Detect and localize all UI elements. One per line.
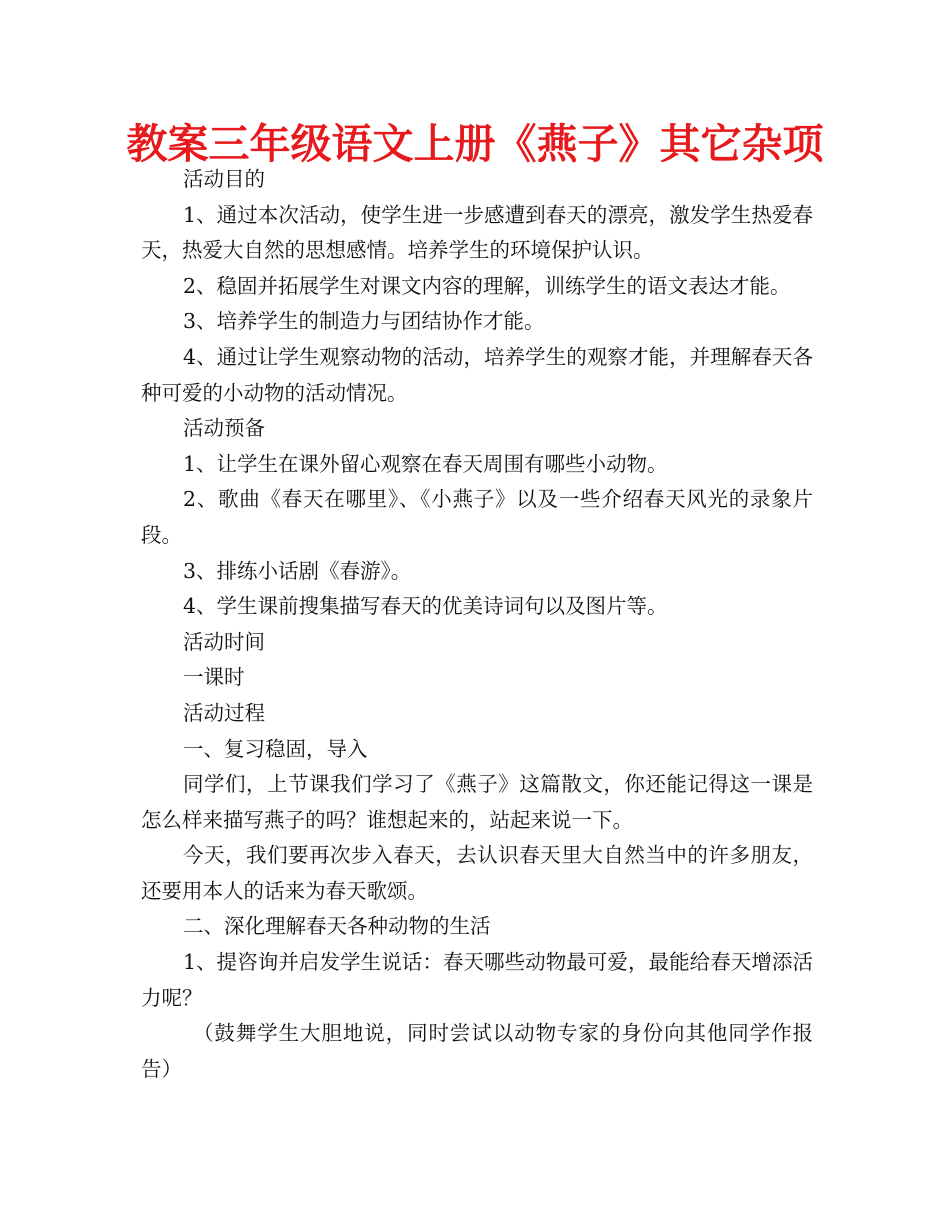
paragraph: 3、培养学生的制造力与团结协作才能。 (183, 309, 545, 334)
paragraph: 一课时 (183, 665, 245, 690)
paragraph-section-heading: 二、深化理解春天各种动物的生活 (183, 914, 491, 939)
paragraph: 4、学生课前搜集描写春天的优美诗词句以及图片等。 (183, 594, 668, 619)
paragraph: 1、提咨询并启发学生说话：春天哪些动物最可爱，最能给春天增添活力呢？ (141, 950, 813, 1010)
paragraph-heading-activity-process: 活动过程 (183, 700, 265, 725)
paragraph: 3、排练小话剧《春游》。 (183, 558, 412, 583)
paragraph: 1、通过本次活动，使学生进一步感遭到春天的漂亮，激发学生热爱春天，热爱大自然的思想感情。培养学生的环境保护认识。 (141, 202, 813, 263)
paragraph-heading-activity-time: 活动时间 (183, 629, 265, 654)
paragraph: 2、稳固并拓展学生对课文内容的理解，训练学生的语文表达才能。 (183, 273, 791, 298)
paragraph-heading-activity-goal: 活动目的 (183, 167, 265, 191)
paragraph: 同学们，上节课我们学习了《燕子》这篇散文，你还能记得这一课是怎么样来描写燕子的吗？谁想起来的，站起来说一下。 (141, 772, 813, 832)
paragraph-section-heading: 一、复习稳固，导入 (183, 736, 368, 761)
paragraph: 2、歌曲《春天在哪里》、《小燕子》以及一些介绍春天风光的录象片段。 (141, 487, 813, 547)
paragraph: 1、让学生在课外留心观察在春天周围有哪些小动物。 (183, 451, 668, 476)
document-title: 教案三年级语文上册《燕子》其它杂项 (126, 120, 824, 168)
paragraph: 4、通过让学生观察动物的活动，培养学生的观察才能，并理解春天各种可爱的小动物的活动情况。 (141, 344, 813, 405)
paragraph-heading-activity-preparation: 活动预备 (183, 416, 265, 441)
paragraph: 今天，我们要再次步入春天，去认识春天里大自然当中的许多朋友，还要用本人的话来为春天歌颂。 (141, 843, 813, 903)
document-body (141, 162, 813, 1087)
paragraph-note: （鼓舞学生大胆地说，同时尝试以动物专家的身份向其他同学作报告） (141, 1021, 813, 1081)
